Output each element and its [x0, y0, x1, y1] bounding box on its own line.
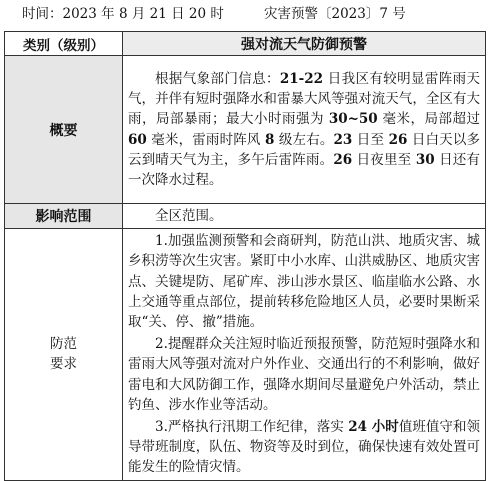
prevention-item-1: 1.加强监测预警和会商研判，防范山洪、地质灾害、城乡积涝等次生灾害。紧盯中小水库、山洪威胁区、地质灾害点、关键堤防、尾矿库、涉山涉水景区、临崖临水公路、水上交通等重点部位，提前转移危险地区人员，必要时果断采取“关、停、撤”措施。: [128, 233, 480, 331]
warning-title-cell: 强对流天气防御预警: [123, 32, 486, 56]
scope-content: [123, 204, 486, 229]
scope-text: 全区范围。: [155, 208, 223, 224]
document-header: [4, 2, 486, 26]
prevention-item-2: 2.提醒群众关注短时临近预报预警，防范短时强降水和雷雨大风等强对流对户外作业、交通出行的不利影响，做好雷电和大风防御工作，强降水期间尽量避免户外活动，禁止钓鱼、涉水作业等活动。: [128, 336, 480, 413]
overview-row: [5, 56, 486, 204]
table-header-row: [5, 32, 486, 56]
document-number: 灾害预警〔2023〕7 号: [264, 6, 406, 22]
warning-table: [4, 31, 486, 481]
prevention-item-3: 3.严格执行汛期工作纪律，落实 24 小时值班值守和领导带班制度，队伍、物资等及时到位，确保快速有效处置可能发生的险情灾情。: [128, 419, 481, 476]
prevention-label-line1: 防范: [50, 336, 77, 353]
prevention-label-line2: 要求: [50, 356, 77, 373]
scope-label: 影响范围: [5, 204, 123, 229]
prevention-row: [5, 229, 486, 480]
overview-content: [123, 56, 486, 204]
scope-row: [5, 204, 486, 229]
overview-paragraph: 根据气象部门信息：21-22 日我区有较明显雷阵雨天气，并伴有短时强降水和雷暴大风等强对流天气，全区有大雨，局部暴雨；最大小时雨强为 30~50 毫米，局部超过 60 毫米，雷雨时阵风 8 级左右。23 日至 26 日白天以多云到晴天气为主，多午后雷阵雨。26 日夜里至 30 日还有一次降水过程。: [128, 70, 481, 188]
category-header-cell: 类别（级别）: [5, 32, 123, 56]
issue-time: 时间：2023 年 8 月 21 日 20 时: [22, 6, 224, 22]
prevention-label: [5, 229, 123, 480]
prevention-content: [123, 229, 486, 480]
overview-label: 概要: [5, 56, 123, 204]
